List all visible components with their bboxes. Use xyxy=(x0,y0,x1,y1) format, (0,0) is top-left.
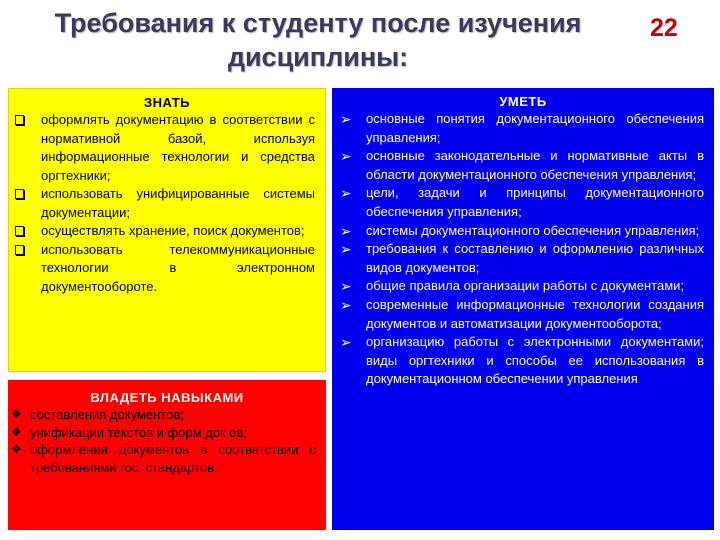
know-heading: ЗНАТЬ xyxy=(143,95,191,110)
square-bullet-icon xyxy=(15,241,24,261)
arrowhead-bullet-icon: ➢ xyxy=(340,148,352,165)
skills-heading: ВЛАДЕТЬ НАВЫКАМИ xyxy=(90,390,244,405)
skills-box xyxy=(8,380,326,530)
list-item-text: основные законодательные и нормативные акты в области документационного обеспечения управления; xyxy=(366,148,704,182)
can-heading: УМЕТЬ xyxy=(499,94,547,109)
list-item xyxy=(332,147,714,184)
list-item-text: оформлять документацию в соответствии с нормативной базой, используя информационные технологии и средства оргтехники; xyxy=(41,112,315,183)
list-item xyxy=(8,406,326,424)
arrowhead-bullet-icon: ➢ xyxy=(340,334,352,351)
square-bullet-icon xyxy=(15,222,24,242)
list-item-text: использовать телекоммуникационные технологии в электронном документообороте. xyxy=(41,241,315,294)
slide-title xyxy=(18,6,618,74)
list-item-text: организацию работы с электронными документами; виды оргтехники и способы ее использования в документационном обеспечении управления xyxy=(366,334,704,387)
title-line-1: Требования к студенту после изучения xyxy=(54,8,582,38)
list-item-text: оформления документов в соответствии с требованиями гос. стандартов. xyxy=(30,442,316,475)
can-list xyxy=(332,110,714,389)
list-item xyxy=(9,241,325,297)
list-item xyxy=(9,185,325,222)
list-item xyxy=(332,110,714,147)
diamond-bullet-icon: ❖ xyxy=(11,407,22,421)
know-box xyxy=(8,88,326,372)
list-item-text: осуществлять хранение, поиск документов; xyxy=(41,223,305,238)
list-item-text: составления документов; xyxy=(30,407,184,422)
arrowhead-bullet-icon: ➢ xyxy=(340,222,352,239)
list-item-text: системы документационного обеспечения управления; xyxy=(366,222,700,238)
arrowhead-bullet-icon: ➢ xyxy=(340,296,352,313)
title-line-2: дисциплины: xyxy=(227,42,409,72)
list-item-text: современные информационные технологии создания документов и автоматизации документооборота; xyxy=(366,296,704,331)
diamond-bullet-icon: ❖ xyxy=(11,442,22,456)
list-item xyxy=(332,240,714,277)
list-item xyxy=(8,441,326,476)
list-item xyxy=(8,424,326,442)
list-item-text: цели, задачи и принципы документационного обеспечения управления; xyxy=(366,185,704,219)
list-item xyxy=(332,184,714,221)
list-item xyxy=(332,296,714,333)
arrowhead-bullet-icon: ➢ xyxy=(340,241,352,258)
list-item-text: общие правила организации работы с документами; xyxy=(366,278,684,294)
list-item-text: унификации текстов и форм док ов; xyxy=(30,424,248,440)
list-item-text: использовать унифицированные системы документации; xyxy=(41,186,315,220)
skills-list xyxy=(8,406,326,476)
list-item xyxy=(332,222,714,241)
list-item xyxy=(9,222,325,241)
square-bullet-icon xyxy=(15,111,24,131)
list-item-text: основные понятия документационного обеспечения управления; xyxy=(366,111,704,145)
list-item xyxy=(9,111,325,185)
arrowhead-bullet-icon: ➢ xyxy=(340,185,352,202)
list-item xyxy=(332,277,714,296)
arrowhead-bullet-icon: ➢ xyxy=(340,278,352,295)
slide-number: 22 xyxy=(650,14,678,42)
can-box xyxy=(332,88,714,530)
arrowhead-bullet-icon: ➢ xyxy=(340,111,352,127)
list-item xyxy=(332,333,714,389)
diamond-bullet-icon: ❖ xyxy=(11,424,22,439)
list-item-text: требования к составлению и оформлению различных видов документов; xyxy=(366,241,704,275)
know-list xyxy=(9,111,325,296)
square-bullet-icon xyxy=(15,185,24,205)
